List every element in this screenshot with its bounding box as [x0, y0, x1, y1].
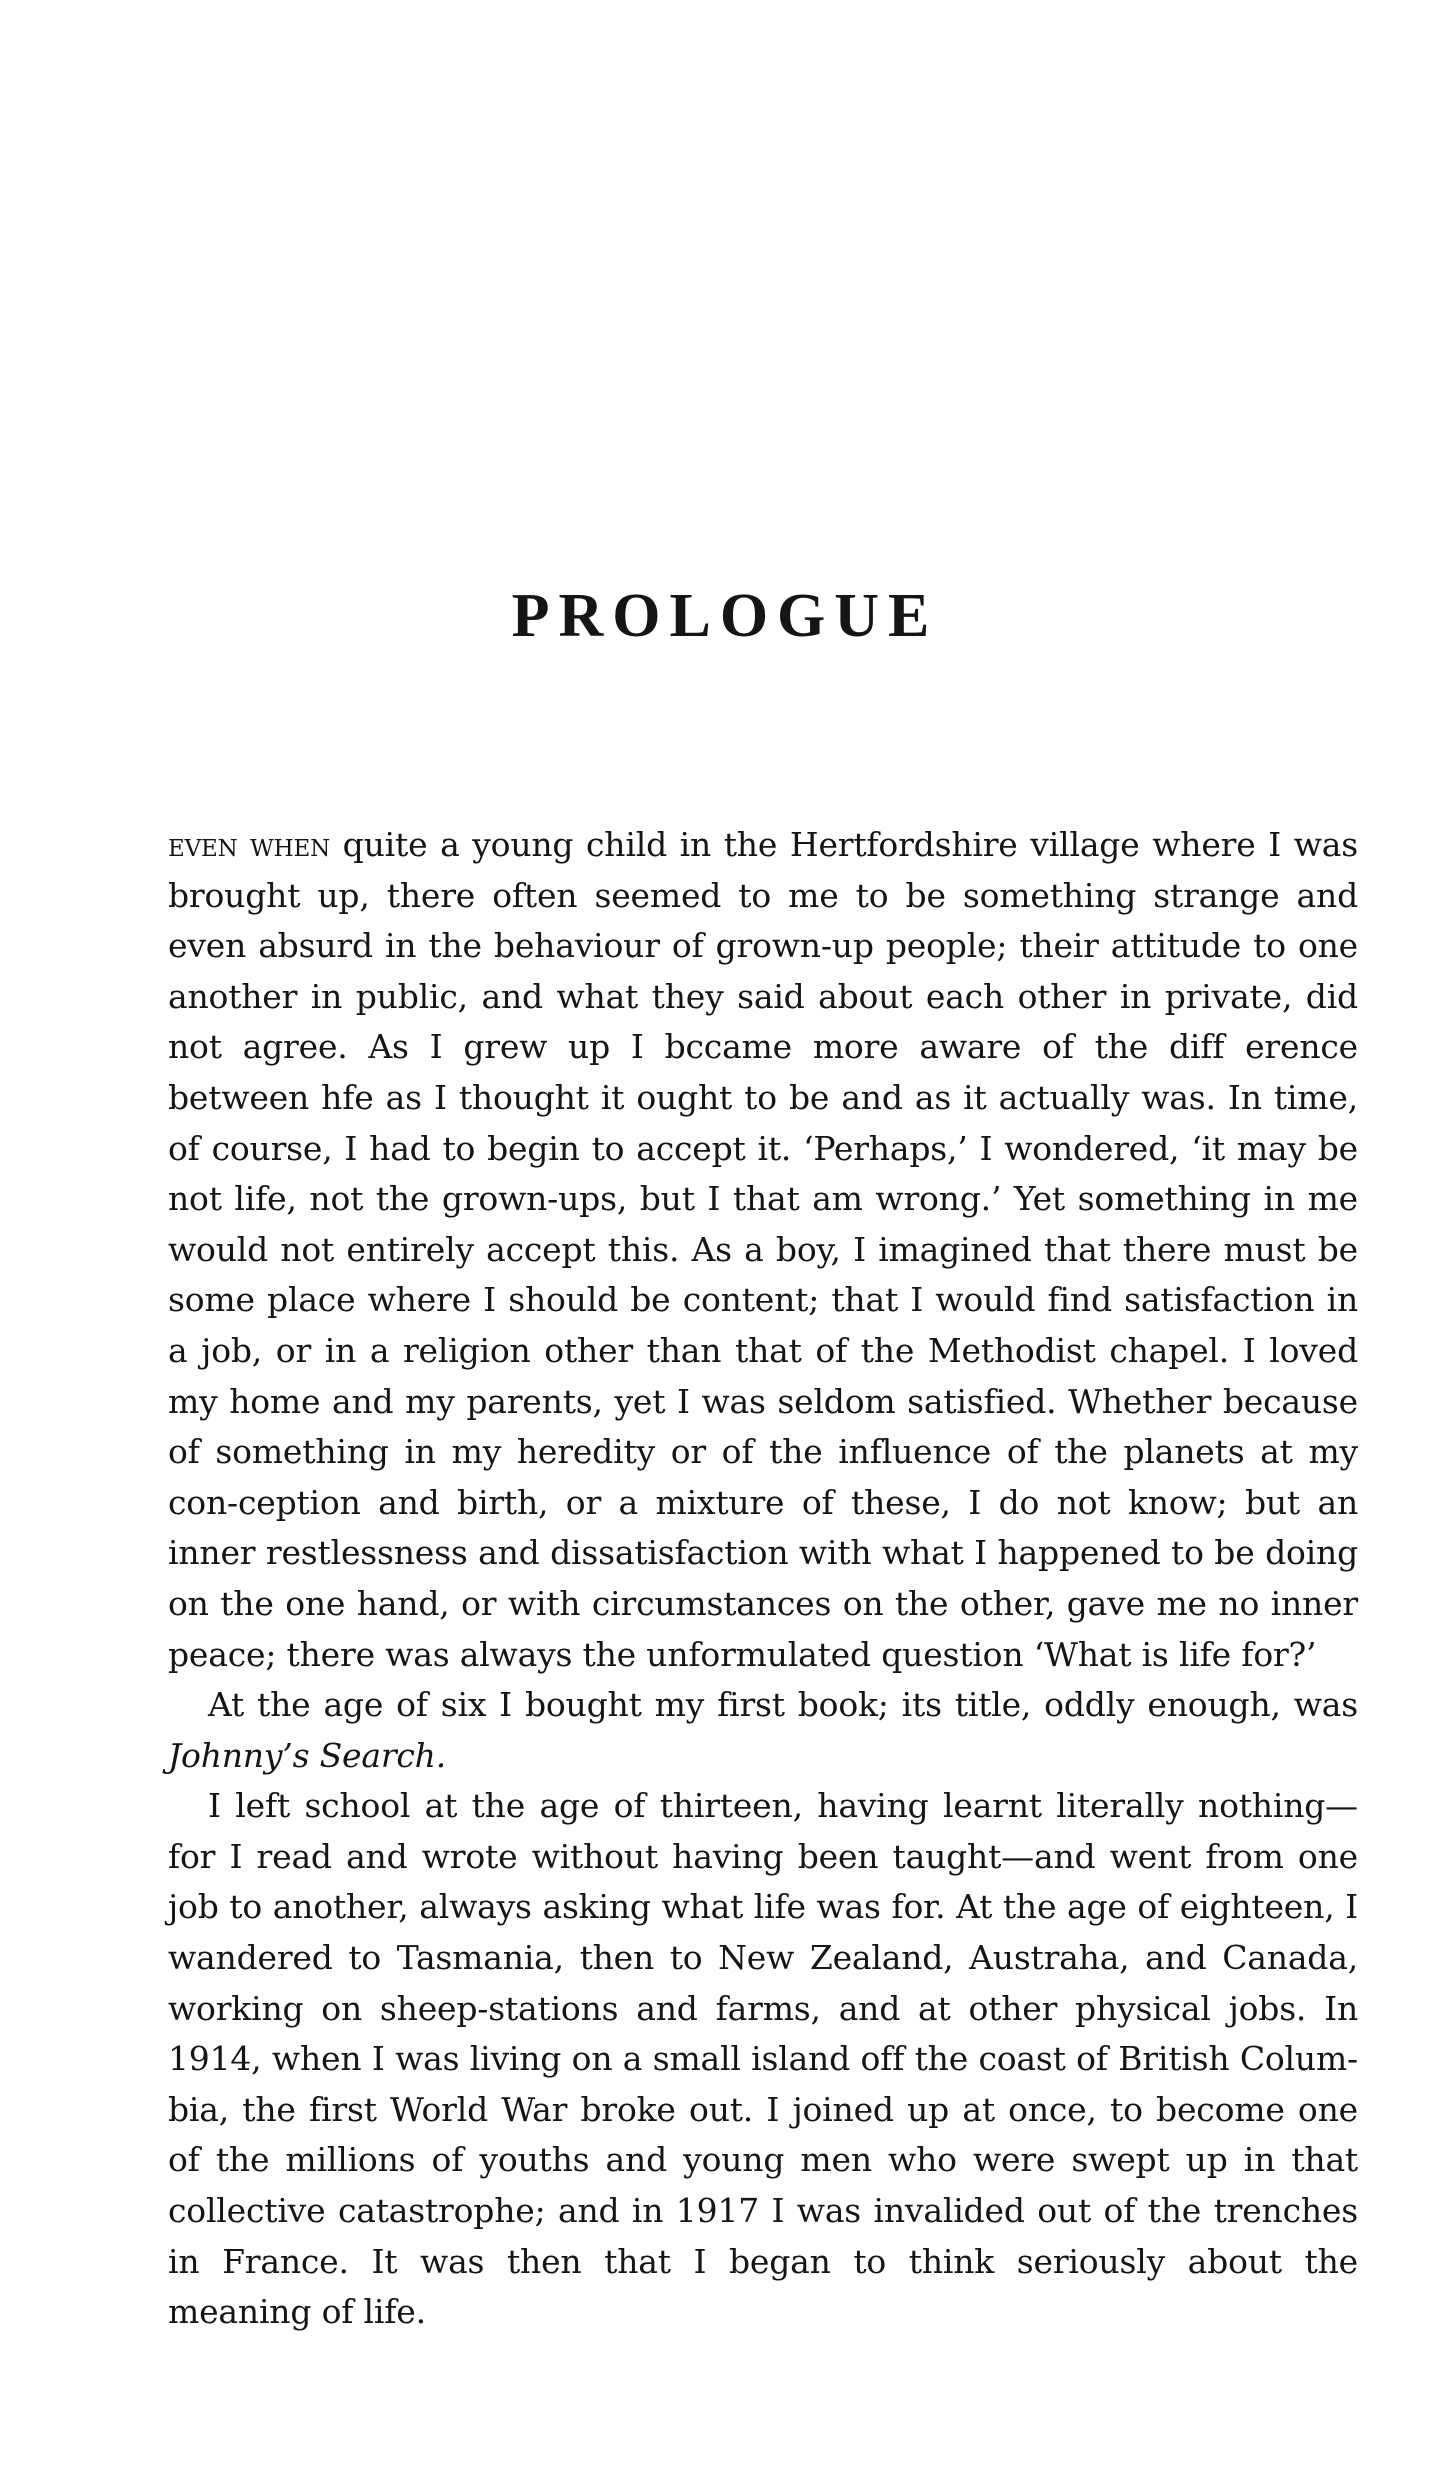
paragraph-2-text: At the age of six I bought my first book; its title, oddly enough, was — [208, 1685, 1358, 1725]
chapter-title: PROLOGUE — [511, 582, 939, 650]
paragraph-3-text: I left school at the age of thirteen, having learnt literally nothing—for I read and wrote without having been taught—and went from one job to another, always asking what life was for. At the age of eighteen, I wandered to Tasmania, then to New Zealand, Austraha, and Canada, working on sheep-stations and farms, and at other physical jobs. In 1914, when I was living on a small island off the coast of British Colum-bia, the first World War broke out. I joined up at once, to become one of the millions of youths and young men who were swept up in that collective catastrophe; and in 1917 I was invalided out of the trenches in France. It was then that I began to think seriously about the meaning of life. — [168, 1786, 1358, 2332]
paragraph-1-text: quite a young child in the Hertfordshire village where I was brought up, there often seemed to me to be something strange and even absurd in the behaviour of grown-up people; their attitude to one another in public, and what they said about each other in private, did not agree. As I grew up I bccame more aware of the diff erence between hfe as I thought it ought to be and as it actually was. In time, of course, I had to begin to accept it. ‘Perhaps,’ I wondered, ‘it may be not life, not the grown-ups, but I that am wrong.’ Yet something in me would not entirely accept this. As a boy, I imagined that there must be some place where I should be content; that I would find satisfaction in a job, or in a religion other than that of the Methodist chapel. I loved my home and my parents, yet I was seldom satisfied. Whether because of something in my heredity or of the influence of the planets at my con-ception and birth, or a mixture of these, I do not know; but an inner restlessness and dissatisfaction with what I happened to be doing on the one hand, or with circumstances on the other, gave me no inner peace; there was always the unformulated question ‘What is life for?’ — [168, 825, 1358, 1674]
book-title: Johnny’s Search. — [168, 1735, 447, 1775]
paragraph-1 — [168, 820, 1358, 1680]
paragraph-2 — [168, 1680, 1358, 1781]
paragraph-3 — [168, 1781, 1358, 2338]
body-text — [168, 820, 1358, 2338]
opening-smallcaps: even when — [168, 825, 330, 864]
